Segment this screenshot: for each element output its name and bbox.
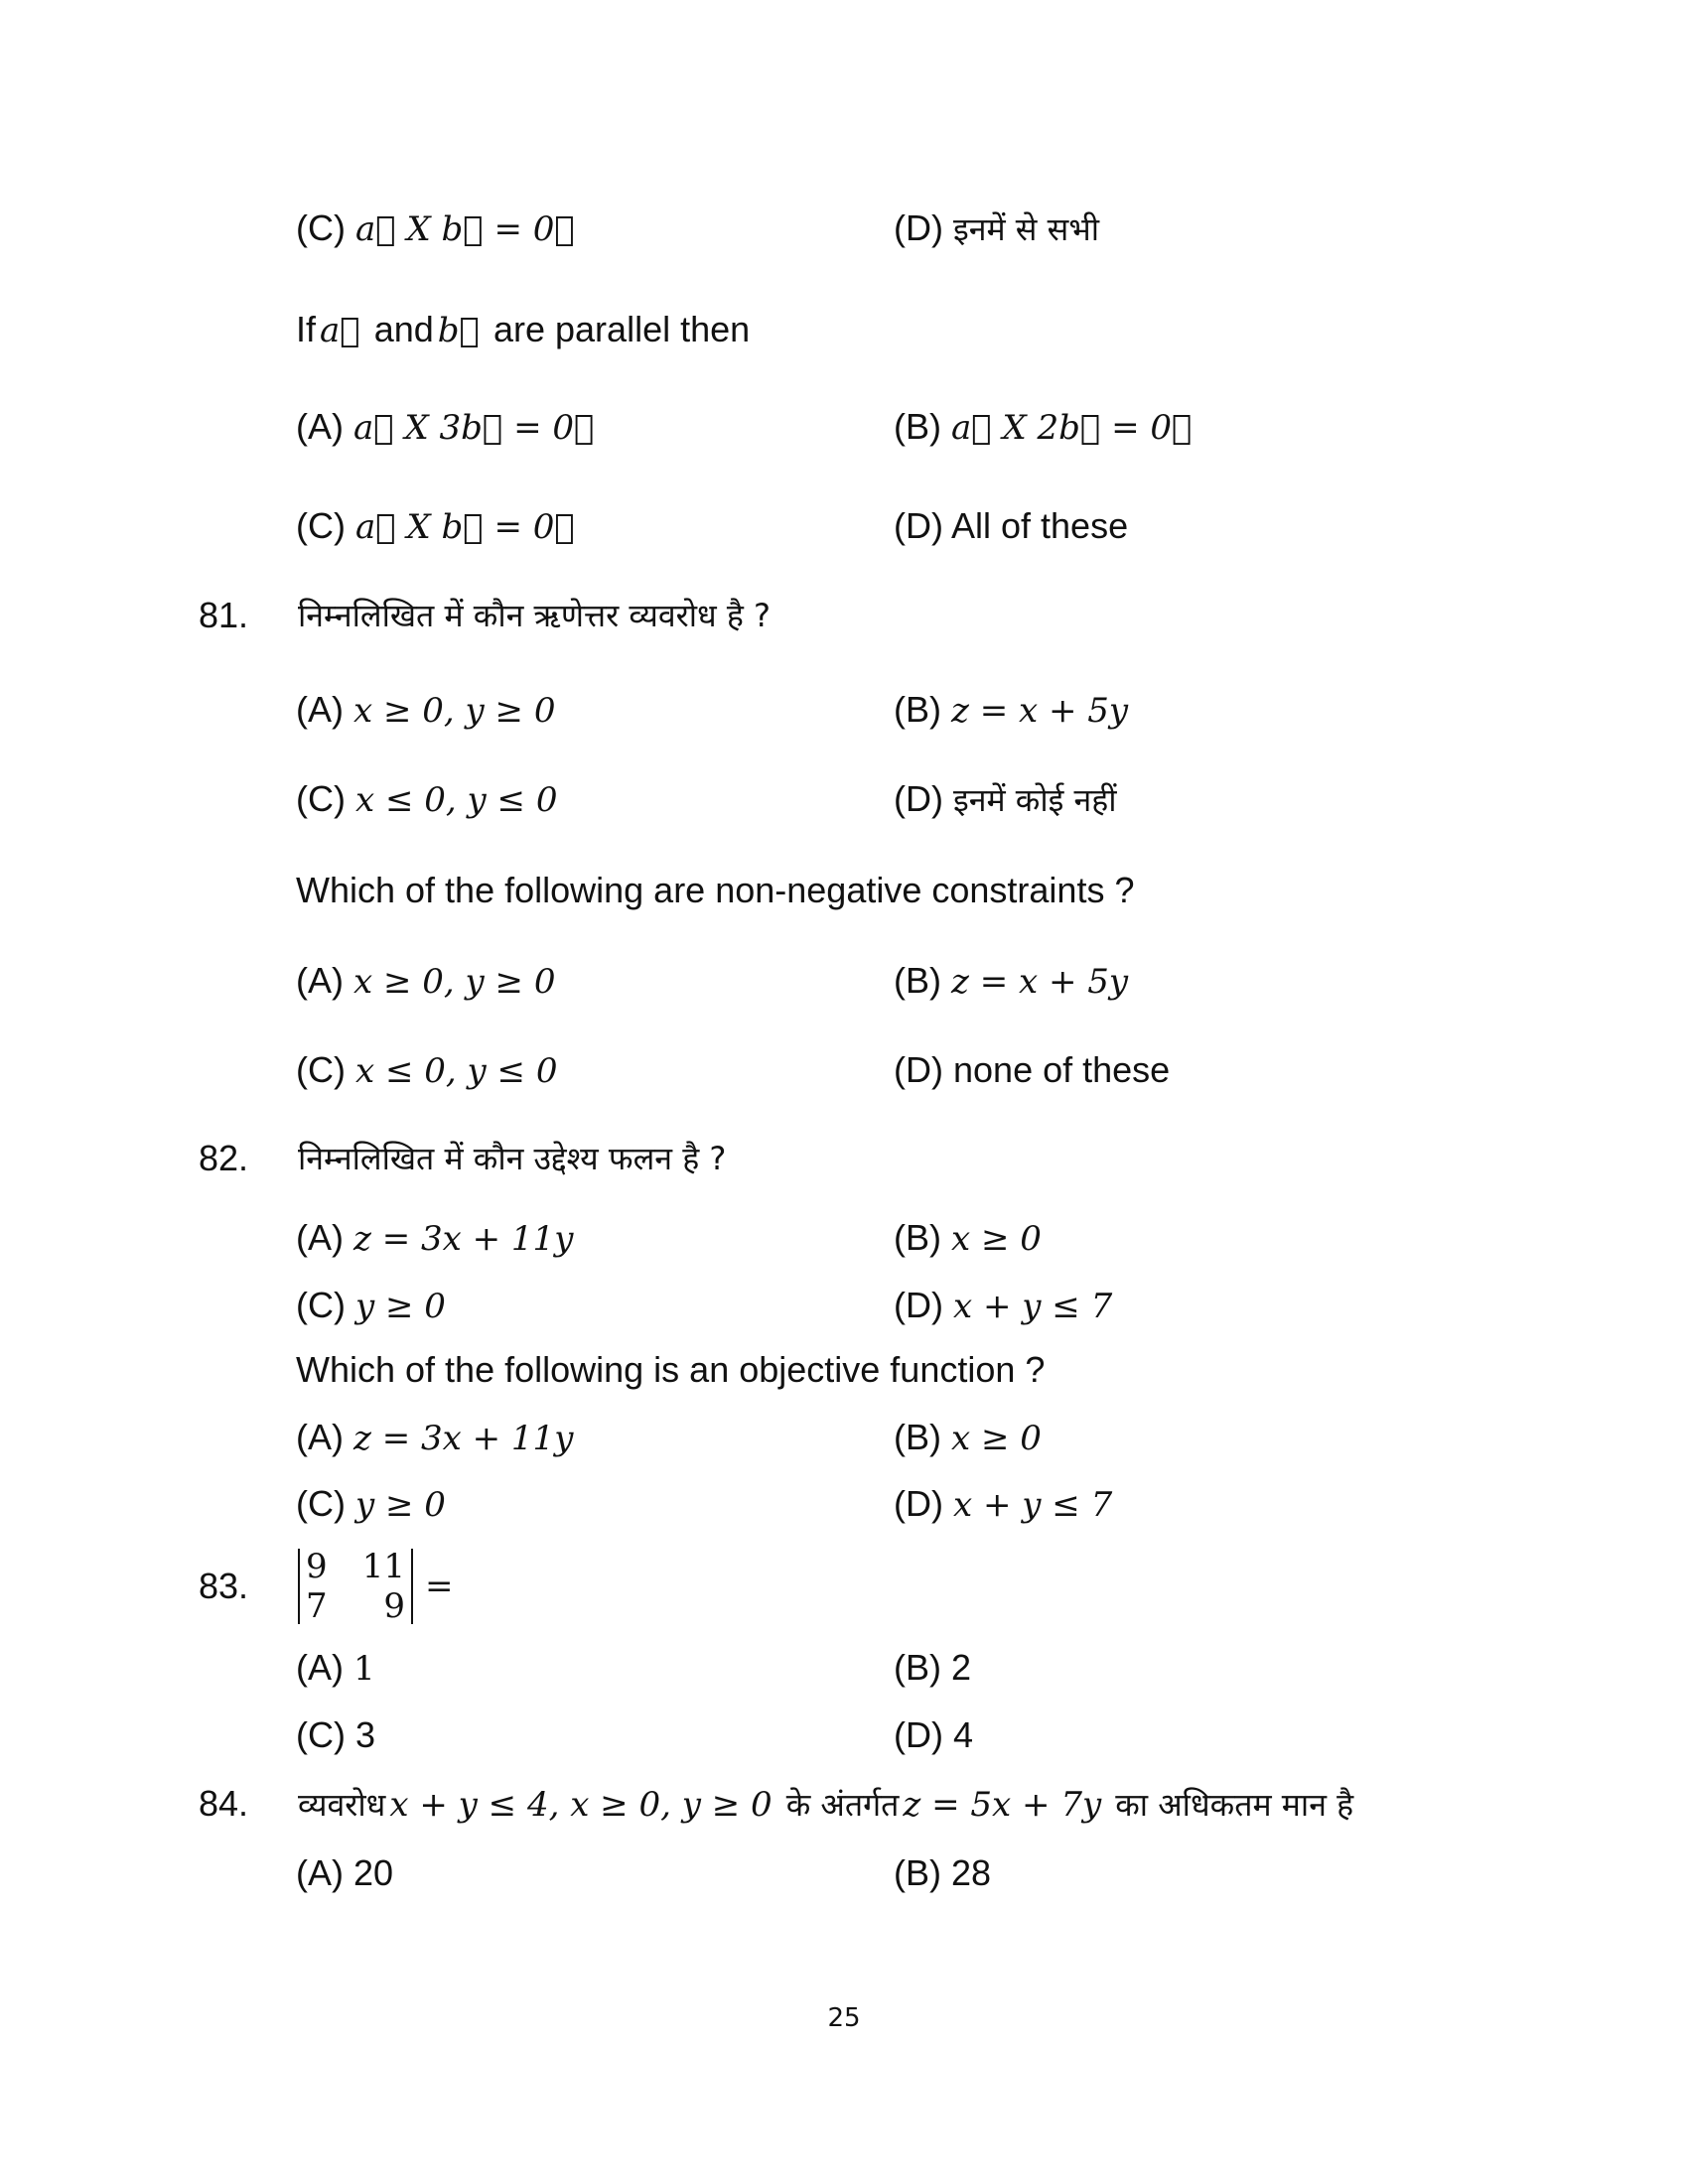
q83-option-a xyxy=(296,1643,375,1694)
option-label: (C) xyxy=(296,505,346,546)
option-label: (A) xyxy=(296,1417,344,1457)
determinant xyxy=(298,1542,454,1631)
q84-option-a xyxy=(296,1848,393,1898)
q80-hindi-options-cd xyxy=(0,204,1688,253)
option-label: (A) xyxy=(296,1217,344,1258)
option-label: (D) xyxy=(894,1714,943,1755)
question-number: 81. xyxy=(199,595,249,635)
option-label: (B) xyxy=(894,406,941,447)
question-stem: निम्नलिखित में कौन उद्देश्य फलन है ? xyxy=(298,1140,727,1177)
q81-english-stem xyxy=(0,866,1688,915)
option-text: 28 xyxy=(951,1852,992,1893)
stem-text: If xyxy=(296,309,317,349)
option-math: x ≤ 0, y ≤ 0 xyxy=(354,1051,558,1091)
option-math: a⃗ X 2b⃗ = 0⃗ xyxy=(951,408,1193,448)
option-math: x + y ≤ 7 xyxy=(952,1287,1113,1326)
option-label: (A) xyxy=(296,1852,344,1893)
q82-hindi-option-a xyxy=(296,1213,573,1264)
option-label: (A) xyxy=(296,960,344,1001)
option-label: (C) xyxy=(296,1714,346,1755)
q80-english-options-ab xyxy=(0,402,1688,452)
question-stem xyxy=(298,1779,1353,1830)
q82-hindi-option-c xyxy=(296,1281,446,1331)
q82-english-option-d xyxy=(894,1479,1112,1530)
option-math: x + y ≤ 7 xyxy=(952,1485,1113,1525)
option-math: x ≤ 0, y ≤ 0 xyxy=(354,780,558,820)
q81-english-option-d xyxy=(894,1045,1170,1095)
q84-options-ab xyxy=(0,1848,1688,1898)
option-label: (B) xyxy=(894,1417,941,1457)
option-math: z = 3x + 11y xyxy=(353,1219,574,1259)
q82-english-option-a xyxy=(296,1413,573,1463)
q82-english-option-b xyxy=(894,1413,1042,1463)
stem-math: z = 5x + 7y xyxy=(903,1785,1102,1825)
stem-text: and xyxy=(373,309,434,349)
q83-option-b xyxy=(894,1643,971,1693)
q81-hindi-option-c xyxy=(296,774,557,825)
q81-english-option-a xyxy=(296,956,555,1007)
q81-english-option-c xyxy=(296,1045,557,1096)
q83-option-c xyxy=(296,1710,375,1760)
option-label: (A) xyxy=(296,689,344,730)
option-label: (B) xyxy=(894,1217,941,1258)
option-math: x ≥ 0, y ≥ 0 xyxy=(353,691,556,731)
option-label: (D) xyxy=(894,505,943,546)
q82-hindi-option-d xyxy=(894,1281,1112,1331)
option-label: (D) xyxy=(894,1483,943,1524)
vector-b: b⃗ xyxy=(437,311,480,350)
q80-english-options-cd xyxy=(0,501,1688,551)
question-stem xyxy=(296,305,750,355)
question-stem: Which of the following are non-negative constraints ? xyxy=(296,870,1135,910)
option-label: (B) xyxy=(894,689,941,730)
option-label: (C) xyxy=(296,1483,346,1524)
option-math: y ≥ 0 xyxy=(354,1485,446,1525)
option-math: x ≥ 0 xyxy=(951,1419,1042,1458)
q82-hindi-stem xyxy=(0,1134,1688,1183)
determinant-matrix xyxy=(300,1547,411,1626)
option-text: 2 xyxy=(951,1647,972,1688)
option-math: z = x + 5y xyxy=(951,691,1129,731)
q81-hindi-option-b xyxy=(894,685,1128,736)
option-label: (C) xyxy=(296,1049,346,1090)
option-text: इनमें से सभी xyxy=(953,210,1100,248)
matrix-cell: 9 xyxy=(306,1547,328,1586)
q80-english-option-a xyxy=(296,402,594,453)
q80-hindi-option-d xyxy=(894,204,1099,254)
option-text: none of these xyxy=(953,1049,1171,1090)
stem-text: are parallel then xyxy=(492,309,751,349)
q82-english-options-ab xyxy=(0,1413,1688,1462)
option-text: 4 xyxy=(953,1714,974,1755)
stem-text: का अधिकतम मान है xyxy=(1115,1786,1354,1824)
option-math: 1 xyxy=(353,1649,375,1689)
question-number: 83. xyxy=(199,1566,249,1606)
question-number: 84. xyxy=(199,1783,249,1824)
matrix-cell: 9 xyxy=(383,1586,405,1626)
option-label: (A) xyxy=(296,1647,344,1688)
option-text: All of these xyxy=(951,505,1129,546)
vector-a: a⃗ xyxy=(320,311,360,350)
q83-options-ab xyxy=(0,1643,1688,1693)
page-number: 25 xyxy=(827,2003,861,2033)
question-stem: Which of the following is an objective function ? xyxy=(296,1349,1046,1390)
stem-text: व्यवरोध xyxy=(298,1786,386,1824)
option-label: (B) xyxy=(894,1852,941,1893)
q80-english-option-b xyxy=(894,402,1192,453)
q83-option-d xyxy=(894,1710,973,1760)
matrix-cell: 11 xyxy=(361,1547,405,1586)
option-text: इनमें कोई नहीं xyxy=(953,781,1117,819)
q82-hindi-options-cd xyxy=(0,1281,1688,1330)
stem-text: के अंतर्गत xyxy=(785,1786,900,1824)
q80-english-option-d xyxy=(894,501,1128,551)
q82-english-options-cd xyxy=(0,1479,1688,1529)
q81-english-option-b xyxy=(894,956,1128,1007)
option-label: (C) xyxy=(296,1285,346,1325)
determinant-bar-right xyxy=(411,1549,413,1624)
option-text: 20 xyxy=(353,1852,394,1893)
option-math: a⃗ X b⃗ = 0⃗ xyxy=(354,507,575,547)
option-math: z = x + 5y xyxy=(951,962,1129,1002)
q81-hindi-option-a xyxy=(296,685,555,736)
q83-options-cd xyxy=(0,1710,1688,1760)
stem-math: x + y ≤ 4, x ≥ 0, y ≥ 0 xyxy=(389,1785,773,1825)
q81-hindi-options-cd xyxy=(0,774,1688,824)
option-label: (D) xyxy=(894,1285,943,1325)
q80-hindi-option-c xyxy=(296,204,575,254)
option-math: a⃗ X 3b⃗ = 0⃗ xyxy=(353,408,595,448)
q81-hindi-option-d xyxy=(894,774,1117,825)
option-label: (D) xyxy=(894,1049,943,1090)
q82-english-option-c xyxy=(296,1479,446,1530)
option-math: x ≥ 0, y ≥ 0 xyxy=(353,962,556,1002)
q84-stem xyxy=(0,1779,1688,1829)
option-label: (B) xyxy=(894,1647,941,1688)
q82-english-stem xyxy=(0,1345,1688,1395)
option-math: y ≥ 0 xyxy=(354,1287,446,1326)
q80-english-option-c xyxy=(296,501,575,552)
option-label: (C) xyxy=(296,207,346,248)
q83-stem xyxy=(0,1547,1688,1626)
q82-hindi-option-b xyxy=(894,1213,1042,1264)
q81-english-options-cd xyxy=(0,1045,1688,1095)
q81-hindi-options-ab xyxy=(0,685,1688,735)
q80-english-stem xyxy=(0,305,1688,354)
q81-english-options-ab xyxy=(0,956,1688,1006)
option-label: (D) xyxy=(894,207,943,248)
option-math: a⃗ X b⃗ = 0⃗ xyxy=(354,209,575,249)
q81-hindi-stem xyxy=(0,591,1688,640)
option-text: 3 xyxy=(355,1714,376,1755)
matrix-cell: 7 xyxy=(306,1586,328,1626)
option-label: (C) xyxy=(296,778,346,819)
q82-hindi-options-ab xyxy=(0,1213,1688,1263)
option-label: (D) xyxy=(894,778,943,819)
option-math: x ≥ 0 xyxy=(951,1219,1042,1259)
question-number: 82. xyxy=(199,1138,249,1178)
q84-option-b xyxy=(894,1848,991,1898)
option-math: z = 3x + 11y xyxy=(353,1419,574,1458)
option-label: (B) xyxy=(894,960,941,1001)
option-label: (A) xyxy=(296,406,344,447)
question-stem: निम्नलिखित में कौन ऋणेत्तर व्यवरोध है ? xyxy=(298,597,772,634)
equals-sign: = xyxy=(425,1567,454,1606)
